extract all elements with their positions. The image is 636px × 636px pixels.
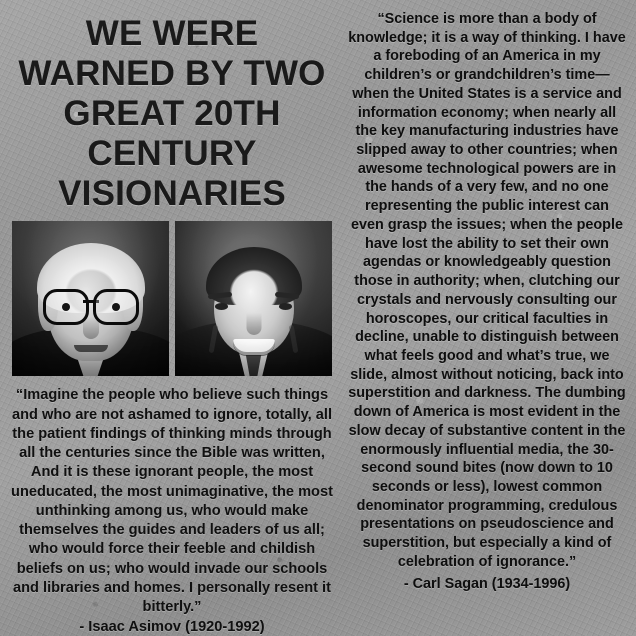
sagan-portrait — [175, 221, 332, 376]
asimov-attribution: - Isaac Asimov (1920-1992) — [79, 619, 265, 636]
asimov-vignette — [12, 221, 169, 376]
sagan-attribution: - Carl Sagan (1934-1996) — [403, 575, 571, 592]
portraits-row — [10, 221, 334, 376]
sagan-vignette — [175, 221, 332, 376]
page-title: WE WERE WARNED BY TWO GREAT 20TH CENTURY VISIONARIES — [18, 14, 326, 213]
sagan-quote: “Science is more than a body of knowledge; it is a way of thinking. I have a foreboding of an America in my children’s or grandchildren’s time—when the United States is a service and information economy; when nearly all the key manufacturing industries have slipped away to other countries; when awesome technological powers are in the hands of a very few, and no one representing the public interest can even grasp the issues; when the people have lost the ability to set their own agendas or knowledgeably question those in authority; when, clutching our crystals and nervously consulting our horoscopes, our critical faculties in decline, unable to distinguish between what feels good and what’s true, we slide, almost without noticing, back into superstition and darkness. The dumbing down of America is most evident in the slow decay of substantive content in the enormously influential media, the 30-second sound bites (now down to 10 seconds or less), lowest common denominator programming, credulous presentations on pseudoscience and superstition, but especially a kind of celebration of ignorance.” — [348, 11, 626, 570]
asimov-portrait — [12, 221, 169, 376]
right-column — [344, 0, 636, 636]
asimov-quote: “Imagine the people who believe such things and who are not ashamed to ignore, totally, all the patient findings of thinking minds through all the centuries since the Bible was written, And it is these ignorant people, the most uneducated, the most unimaginative, the most unthinking among us, who would make themselves the guides and leaders of us all; who would force their feeble and childish beliefs on us; who would invade our schools and libraries and homes. I personally resent it bitterly.” — [11, 387, 333, 616]
